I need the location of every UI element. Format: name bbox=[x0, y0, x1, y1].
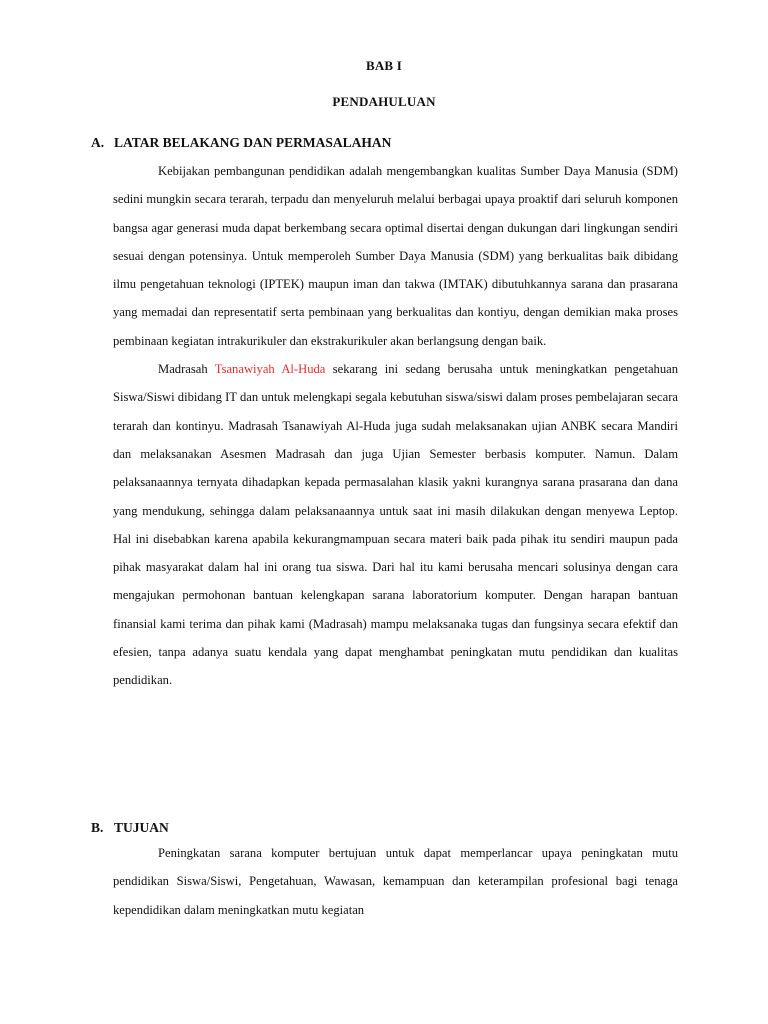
school-name-highlight: Tsanawiyah Al-Huda bbox=[214, 362, 326, 377]
section-a-title: LATAR BELAKANG DAN PERMASALAHAN bbox=[114, 135, 392, 150]
chapter-title: PENDAHULUAN bbox=[332, 94, 436, 109]
paragraph-2-rest: sekarang ini sedang berusaha untuk meningkatkan pengetahuan Siswa/Siswi dibidang IT dan untuk melengkapi segala kebutuhan siswa/siswi dalam proses pembelajaran secara terarah dan kontinyu. Madrasah Tsanawiyah Al-Huda juga sudah melaksanakan ujian ANBK secara Mandiri dan melaksanakan Asesmen Madrasah dan juga Ujian Semester berbasis komputer. Namun. Dalam pelaksanaannya ternyata dihadapkan kepada permasalahan klasik yakni kurangnya sarana prasarana dan dana yang mendukung, sehingga dalam pelaksanaannya untuk saat ini masih dilakukan dengan menyewa Leptop. Hal ini disebabkan karena apabila kekurangmampuan secara materi baik pada pihak itu sendiri maupun pada pihak masyarakat dalam hal ini orang tua siswa. Dari hal itu kami berusaha mencari solusinya dengan cara mengajukan permohonan bantuan kelengkapan sarana laboratorium komputer. Dengan harapan bantuan finansial kami terima dan pihak kami (Madrasah) mampu melaksanaka tugas dan fungsinya secara efektif dan efesien, tanpa adanya suatu kendala yang dapat menghambat peningkatan mutu pendidikan dan kualitas pendidikan. bbox=[113, 362, 679, 688]
section-b-title: TUJUAN bbox=[114, 820, 169, 835]
section-a-heading bbox=[91, 135, 391, 151]
section-b-body bbox=[113, 839, 678, 924]
section-a-body bbox=[113, 157, 678, 695]
section-a-paragraph-2 bbox=[113, 355, 678, 695]
paragraph-2-prefix: Madrasah bbox=[158, 362, 215, 377]
chapter-number: BAB I bbox=[365, 58, 403, 73]
section-a-paragraph-1: Kebijakan pembangunan pendidikan adalah mengembangkan kualitas Sumber Daya Manusia (SDM) sedini mungkin secara terarah, terpadu dan menyeluruh melalui berbagai upaya proaktif dari seluruh komponen bangsa agar generasi muda dapat berkembang secara optimal disertai dengan dukungan dari lingkungan sendiri sesuai dengan potensinya. Untuk memperoleh Sumber Daya Manusia (SDM) yang berkualitas baik dibidang ilmu pengetahuan teknologi (IPTEK) maupun iman dan takwa (IMTAK) dibutuhkannya sarana dan prasarana yang memadai dan representatif serta pembinaan yang berkualitas dan kontiyu, dengan demikian maka proses pembinaan kegiatan intrakurikuler dan ekstrakurikuler akan berlangsung dengan baik. bbox=[113, 164, 678, 348]
section-a-label: A. bbox=[91, 135, 105, 150]
section-b-paragraph-1: Peningkatan sarana komputer bertujuan untuk dapat memperlancar upaya peningkatan mutu pendidikan Siswa/Siswi, Pengetahuan, Wawasan, kemampuan dan keterampilan profesional bagi tenaga kependidikan dalam meningkatkan mutu kegiatan bbox=[113, 846, 678, 917]
section-b-heading bbox=[91, 820, 169, 836]
section-b-label: B. bbox=[91, 820, 104, 835]
